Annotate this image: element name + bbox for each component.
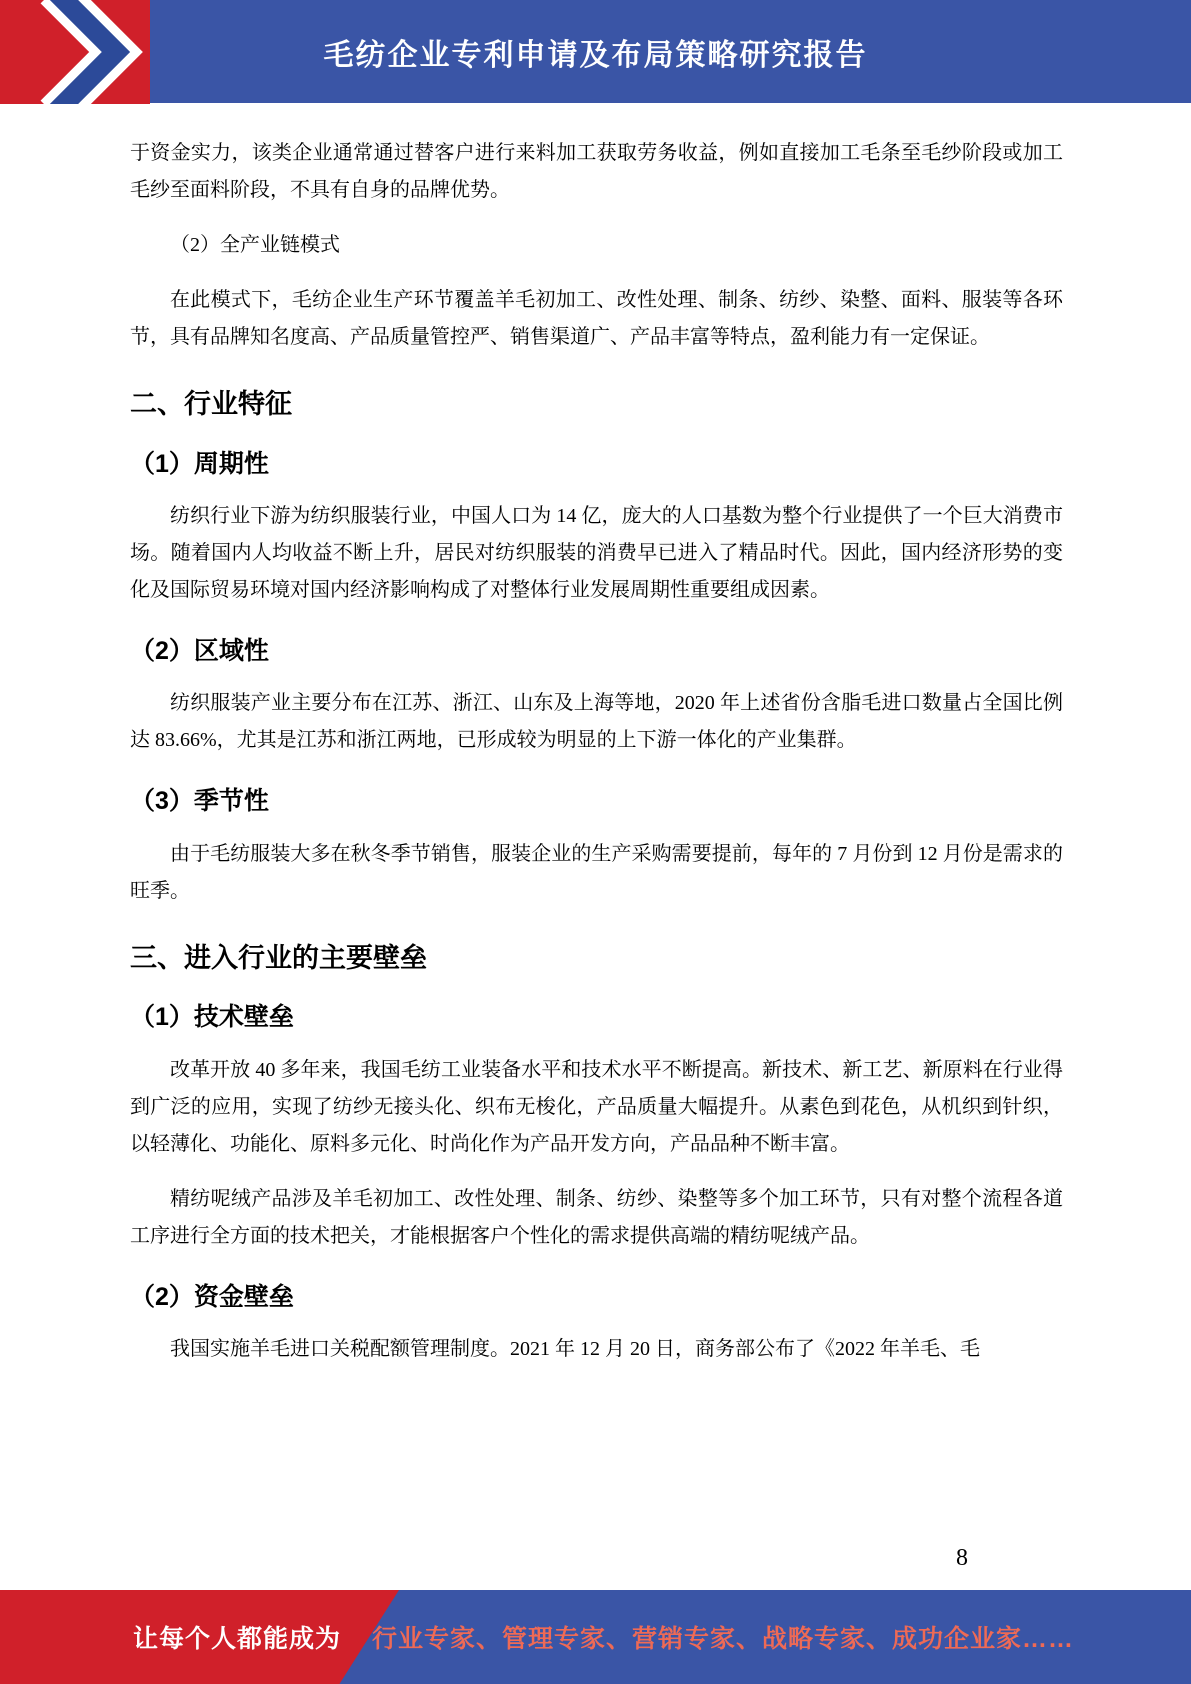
section-heading: 二、行业特征	[130, 389, 292, 419]
paragraph: 我国实施羊毛进口关税配额管理制度。2021 年 12 月 20 日，商务部公布了《2022 年羊毛、毛	[170, 1337, 980, 1360]
paragraph: 由于毛纺服装大多在秋冬季节销售，服装企业的生产采购需要提前，每年的 7 月份到 12 月份是需求的旺季。	[130, 842, 1063, 902]
subsection-heading: （2）区域性	[130, 637, 269, 665]
paragraph: 于资金实力，该类企业通常通过替客户进行来料加工获取劳务收益，例如直接加工毛条至毛纱阶段或加工毛纱至面料阶段，不具有自身的品牌优势。	[130, 142, 1063, 201]
paragraph: 改革开放 40 多年来，我国毛纺工业装备水平和技术水平不断提高。新技术、新工艺、新原料在行业得到广泛的应用，实现了纺纱无接头化、织布无梭化，产品质量大幅提升。从素色到花色，从机织到针织，以轻薄化、功能化、原料多元化、时尚化作为产品开发方向，产品品种不断丰富。	[130, 1058, 1063, 1155]
footer-slogan-right: 行业专家、管理专家、营销专家、战略专家、成功企业家……	[372, 1625, 1075, 1653]
footer-slogan-left: 让每个人都能成为	[133, 1625, 342, 1653]
document-body	[0, 103, 1191, 1368]
section-heading: 三、进入行业的主要壁垒	[130, 942, 427, 973]
list-item-heading: （2）全产业链模式	[170, 234, 340, 256]
paragraph: 精纺呢绒产品涉及羊毛初加工、改性处理、制条、纺纱、染整等多个加工环节，只有对整个流程各道工序进行全方面的技术把关，才能根据客户个性化的需求提供高端的精纺呢绒产品。	[130, 1187, 1063, 1247]
subsection-heading: （1）技术壁垒	[130, 1003, 294, 1032]
paragraph: 在此模式下，毛纺企业生产环节覆盖羊毛初加工、改性处理、制条、纺纱、染整、面料、服装等各环节，具有品牌知名度高、产品质量管控严、销售渠道广、产品丰富等特点，盈利能力有一定保证。	[130, 289, 1063, 348]
header-banner	[0, 0, 1191, 103]
report-title: 毛纺企业专利申请及布局策略研究报告	[323, 38, 868, 72]
page-number: 8	[956, 1545, 968, 1571]
paragraph: 纺织服装产业主要分布在江苏、浙江、山东及上海等地，2020 年上述省份含脂毛进口数量占全国比例达 83.66%，尤其是江苏和浙江两地，已形成较为明显的上下游一体化的产业集群。	[130, 692, 1063, 752]
paragraph: 纺织行业下游为纺织服装行业，中国人口为 14 亿，庞大的人口基数为整个行业提供了一个巨大消费市场。随着国内人均收益不断上升，居民对纺织服装的消费早已进入了精品时代。因此，国内经济形势的变化及国际贸易环境对国内经济影响构成了对整体行业发展周期性重要组成因素。	[130, 505, 1063, 601]
subsection-heading: （1）周期性	[130, 449, 269, 478]
subsection-heading: （3）季节性	[130, 787, 269, 816]
footer-banner	[0, 1590, 1191, 1684]
subsection-heading: （2）资金壁垒	[130, 1282, 294, 1311]
